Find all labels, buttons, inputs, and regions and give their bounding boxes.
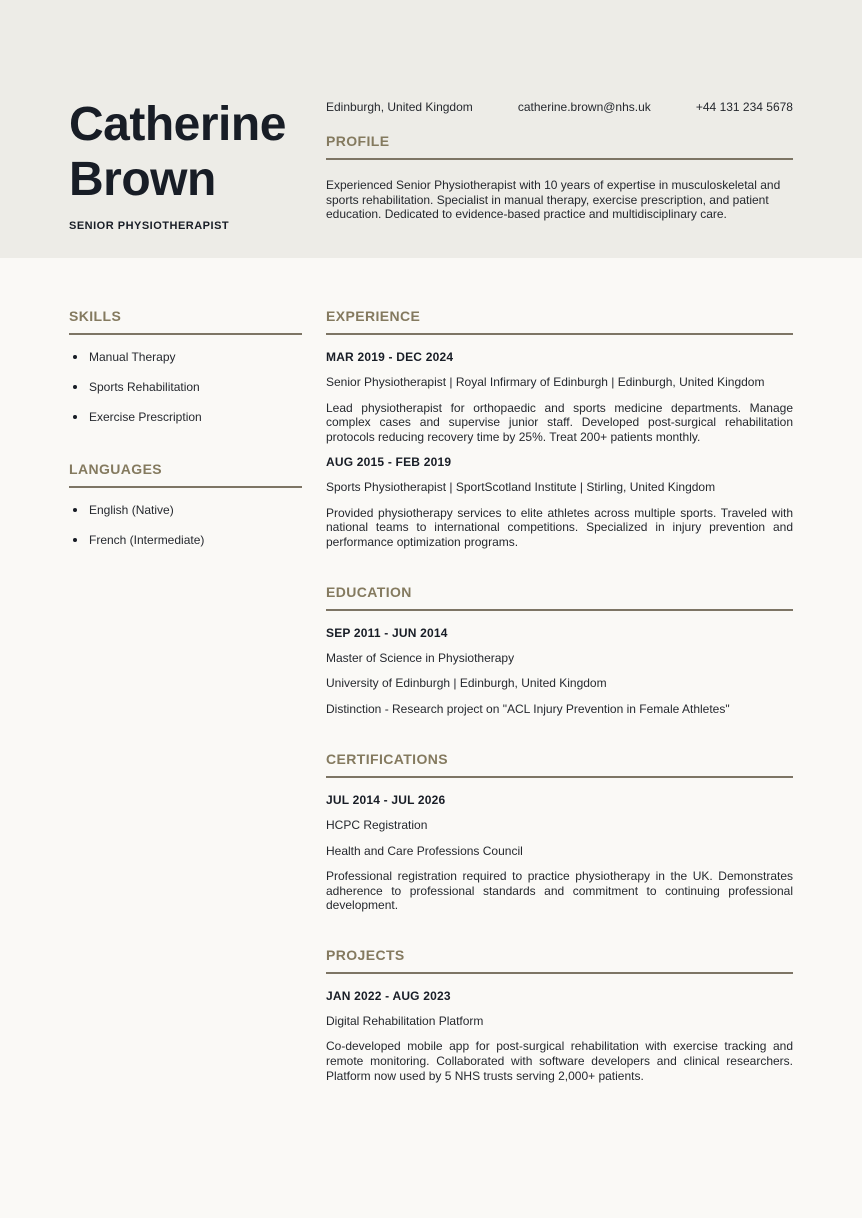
entry-dates: MAR 2019 - DEC 2024 <box>326 350 454 364</box>
entry-title: Senior Physiotherapist | Royal Infirmary of Edinburgh | Edinburgh, United Kingdom <box>326 375 765 389</box>
sidebar <box>69 308 302 1117</box>
section-divider <box>326 333 793 335</box>
contact-row <box>326 100 793 115</box>
contact-email: catherine.brown@nhs.uk <box>517 100 651 114</box>
skill-label: Exercise Prescription <box>89 410 202 424</box>
languages-list <box>69 503 302 548</box>
profile-section <box>326 133 793 222</box>
certifications-heading: CERTIFICATIONS <box>326 751 449 768</box>
degree-title: Master of Science in Physiotherapy <box>326 650 515 665</box>
education-note: Distinction - Research project on "ACL Injury Prevention in Female Athletes" <box>326 701 730 716</box>
candidate-name: Catherine Brown <box>69 98 286 206</box>
entry-description: Provided physiotherapy services to elite athletes across multiple sports. Traveled with national teams to international competitions. Specialized in injury prevention and performance optimization programs. <box>326 505 793 549</box>
profile-heading: PROFILE <box>326 133 390 149</box>
entry-description: Lead physiotherapist for orthopaedic and sports medicine departments. Manage complex cases and supervise junior staff. Developed post-surgical rehabilitation protocols reducing recovery time by 25%. Treat 200+ patients monthly. <box>326 400 793 444</box>
entry-title: Sports Physiotherapist | SportScotland Institute | Stirling, United Kingdom <box>326 480 716 495</box>
project-name: Digital Rehabilitation Platform <box>326 1013 484 1028</box>
entry-description: Professional registration required to practice physiotherapy in the UK. Demonstrates adherence to professional standards and commitment to continuing professional development. <box>326 869 793 913</box>
experience-section <box>326 308 793 550</box>
experience-heading: EXPERIENCE <box>326 308 421 324</box>
languages-heading: LANGUAGES <box>69 461 163 477</box>
institution-line: University of Edinburgh | Edinburgh, United Kingdom <box>326 676 607 691</box>
header <box>0 0 862 258</box>
language-label: French (Intermediate) <box>89 533 205 547</box>
education-section <box>326 584 793 718</box>
education-heading: EDUCATION <box>326 583 412 600</box>
entry-description: Co-developed mobile app for post-surgical rehabilitation with exercise tracking and remote monitoring. Collaborated with software developers and clinical researchers. Platform now used by 5 NHS trusts serving 2,000+ patients. <box>326 1039 793 1083</box>
certification-entry <box>326 793 793 913</box>
skill-label: Sports Rehabilitation <box>89 380 200 394</box>
bullet-icon <box>73 385 77 389</box>
bullet-icon <box>73 415 77 419</box>
entry-dates: SEP 2011 - JUN 2014 <box>326 625 448 640</box>
list-item <box>69 410 302 425</box>
header-details <box>326 0 793 258</box>
section-divider <box>326 972 793 974</box>
experience-entry <box>326 455 793 549</box>
section-divider <box>69 486 302 488</box>
projects-heading: PROJECTS <box>326 946 405 963</box>
project-entry <box>326 989 793 1083</box>
certifications-section <box>326 751 793 913</box>
section-divider <box>326 609 793 611</box>
skills-heading: SKILLS <box>69 308 122 324</box>
main-column <box>326 308 793 1117</box>
skill-label: Manual Therapy <box>89 350 176 364</box>
section-divider <box>326 776 793 778</box>
experience-entry <box>326 350 793 444</box>
skills-section <box>69 308 302 425</box>
language-label: English (Native) <box>89 503 174 517</box>
certification-name: HCPC Registration <box>326 818 428 833</box>
entry-dates: AUG 2015 - FEB 2019 <box>326 455 452 470</box>
languages-section <box>69 461 302 548</box>
bullet-icon <box>73 538 77 542</box>
list-item <box>69 380 302 395</box>
bullet-icon <box>73 355 77 359</box>
list-item <box>69 533 302 548</box>
education-entry <box>326 626 793 718</box>
entry-dates: JUL 2014 - JUL 2026 <box>326 793 446 808</box>
section-divider <box>326 158 793 160</box>
body-columns <box>0 258 862 1117</box>
list-item <box>69 350 302 365</box>
header-identity <box>69 0 326 258</box>
section-divider <box>69 333 302 335</box>
contact-phone: +44 131 234 5678 <box>695 100 793 114</box>
list-item <box>69 503 302 518</box>
projects-section <box>326 947 793 1083</box>
skills-list <box>69 350 302 425</box>
entry-dates: JAN 2022 - AUG 2023 <box>326 988 451 1003</box>
certification-issuer: Health and Care Professions Council <box>326 843 523 858</box>
job-title: SENIOR PHYSIOTHERAPIST <box>69 220 230 232</box>
profile-text: Experienced Senior Physiotherapist with 10 years of expertise in musculoskeletal and sports rehabilitation. Specialist in manual therapy, exercise prescription, and patient education. Dedicated to evidence-based practice and multidisciplinary care. <box>326 178 781 222</box>
bullet-icon <box>73 508 77 512</box>
contact-location: Edinburgh, United Kingdom <box>326 100 473 114</box>
